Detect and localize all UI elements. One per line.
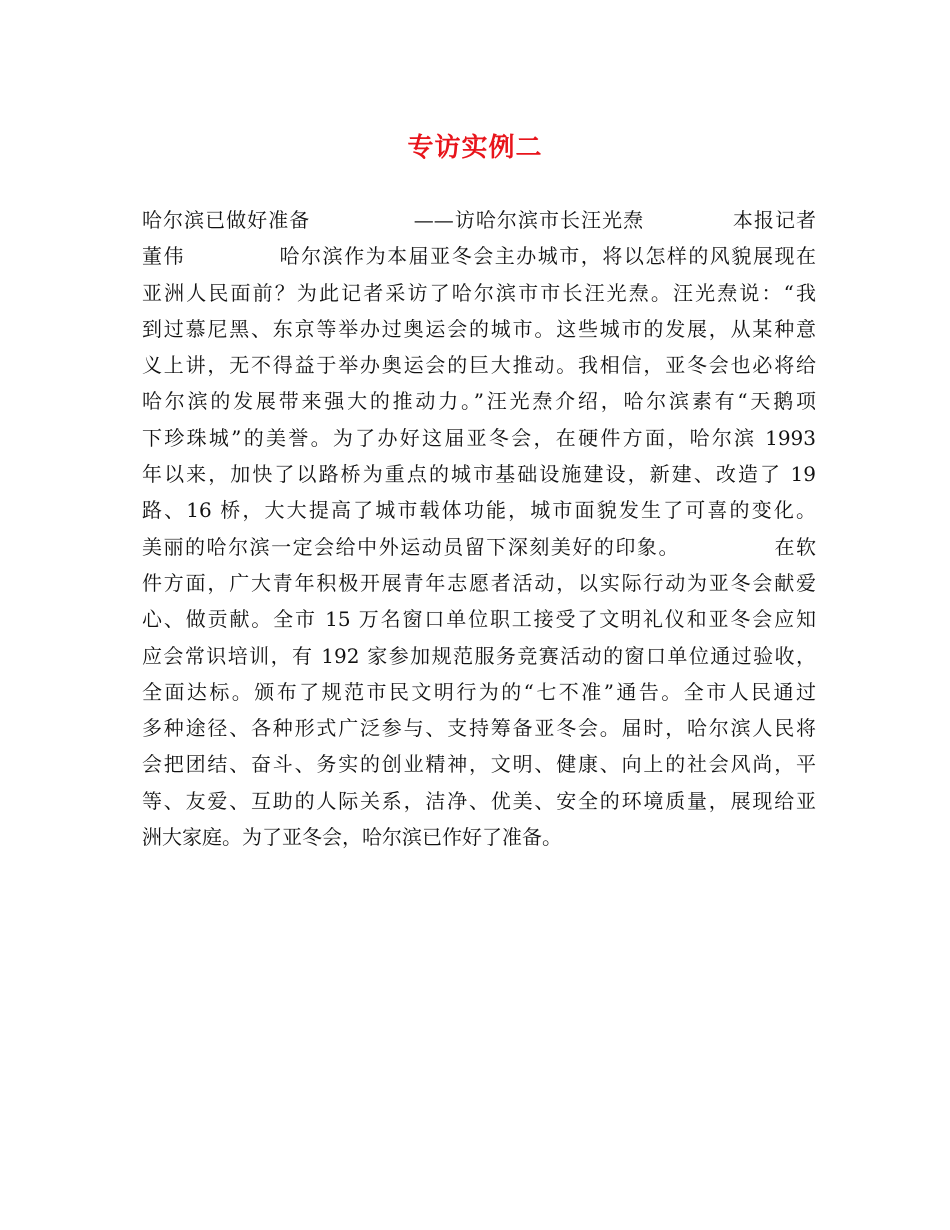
article-line: 洲大家庭。为了亚冬会，哈尔滨已作好了准备。: [142, 825, 562, 850]
article-line: 路、16 桥，大大提高了城市载体功能，城市面貌发生了可喜的变化。: [142, 498, 816, 523]
article-line: 应会常识培训，有 192 家参加规范服务竞赛活动的窗口单位通过验收，: [142, 643, 816, 668]
article-line: 多种途径、各种形式广泛参与、支持筹备亚冬会。届时，哈尔滨人民将: [142, 716, 816, 741]
article-line: 哈尔滨的发展带来强大的推动力。”汪光焘介绍，哈尔滨素有“天鹅项: [142, 389, 816, 414]
article-line: 董伟 哈尔滨作为本届亚冬会主办城市，将以怎样的风貌展现在: [142, 244, 816, 269]
article-line: 美丽的哈尔滨一定会给中外运动员留下深刻美好的印象。 在软: [142, 534, 816, 559]
article-line: 等、友爱、互助的人际关系，洁净、优美、安全的环境质量，展现给亚: [142, 788, 816, 813]
article-line: 亚洲人民面前？为此记者采访了哈尔滨市市长汪光焘。汪光焘说：“我: [142, 280, 816, 305]
article-line: 哈尔滨已做好准备 ——访哈尔滨市长汪光焘 本报记者: [142, 208, 816, 232]
article-line: 会把团结、奋斗、务实的创业精神，文明、健康、向上的社会风尚，平: [142, 752, 816, 777]
article-body: [142, 202, 816, 855]
article-line: 到过慕尼黑、东京等举办过奥运会的城市。这些城市的发展，从某种意: [142, 316, 816, 341]
article-line: 下珍珠城”的美誉。为了办好这届亚冬会，在硬件方面，哈尔滨 1993: [142, 425, 816, 450]
article-line: 心、做贡献。全市 15 万名窗口单位职工接受了文明礼仪和亚冬会应知: [142, 607, 816, 632]
document-title: 专访实例二: [407, 133, 543, 163]
article-line: 全面达标。颁布了规范市民文明行为的“七不准”通告。全市人民通过: [142, 679, 816, 704]
article-line: 年以来，加快了以路桥为重点的城市基础设施建设，新建、改造了 19: [142, 462, 816, 487]
article-line: 件方面，广大青年积极开展青年志愿者活动，以实际行动为亚冬会献爱: [142, 570, 816, 595]
article-line: 义上讲，无不得益于举办奥运会的巨大推动。我相信，亚冬会也必将给: [142, 353, 816, 378]
